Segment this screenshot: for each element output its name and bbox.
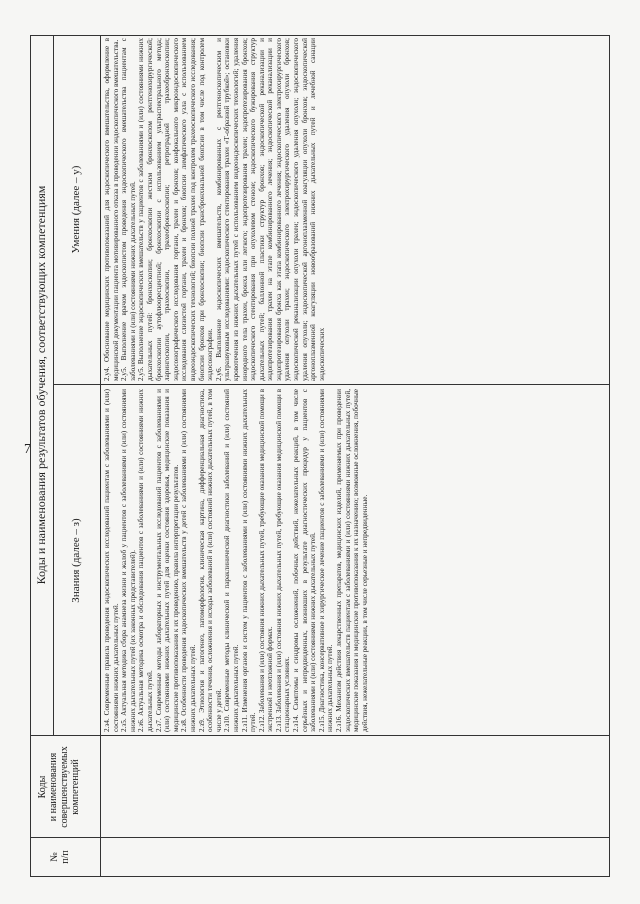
knowledge-item: 2.з7. Современные методы лабораторных и инструментальных исследований пациентов с заболеваниями и (или) состояниями нижних дыхательных путей для оценки состояния здоровья, медицинские показания и медицинские противопоказания к их проведению, правила интерпретации результатов. <box>154 389 180 732</box>
knowledge-item: 2.з13. Заболевания и (или) состояния нижних дыхательных путей, требующие оказания медицинской помощи в стационарных условиях. <box>274 389 292 732</box>
knowledge-item: 2.з16. Механизм действия лекарственных препаратов, медицинских изделий, применяемых при проведении эндоскопических вмешательств пациентам с заболеваниями и (или) состояниями нижних дыхательных путей, медицинские показания и медицинские противопоказания к их назначению; возможные осложнения, побочные действия, нежелательные реакции, в том числе серьезные и непредвиденные. <box>335 389 369 732</box>
knowledge-item: 2.з6. Актуальная методика осмотра и обследования пациентов с заболеваниями и (или) состояниями нижних дыхательных путей. <box>137 389 154 732</box>
table-divider <box>53 384 609 385</box>
header-results: Коды и наименования результатов обучения, соответствующих компетенциям <box>34 185 48 585</box>
knowledge-item: 2.з14. Симптомы и синдромы осложнений, побочных действий, нежелательных реакций, в том числе серьёзных и непредвиденных, возникших в результате диагностических процедур у пациентов с заболеваниями и (или) состояниями нижних дыхательных путей. <box>292 389 318 732</box>
knowledge-item: 2.з5. Актуальная методика сбора анамнеза жизни и жалоб у пациентов с заболеваниями и (или) состояниями нижних дыхательных путей (их законных представителей). <box>120 389 137 732</box>
knowledge-item: 2.з15. Диагностика, консервативное и хирургическое лечение пациентов с заболеваниями и (или) состояниями нижних дыхательных путей. <box>317 389 335 732</box>
skill-item: 2.у6. Выполнение эндоскопических вмешательств, комбинированных с рентгеноскопическим и ультразвуковым исследованиями: эндоскопического стентирования трахеи «Т-образной трубкой»; остановки кровотечения из нижних дыхательных путей с использованием видеоэндоскопических технологий; удаления инородного тела трахеи, бронха или легкого; эндопротезирования трахеи; эндопротезирования бронхов; эндоскопического стентирования при опухолевом стенозе; эндоскопического бужирования структур дыхательных путей; баллонной пластики структур бронхов; эндоскопической реканализации и эндопротезирования трахеи на этапе комбинированного лечения; эндоскопической реканализации и эндопротезирования бронха как этапа комбинированного лечения; эндоскопического электрохирургического удаления опухоли трахеи; эндоскопического электрохирургического удаления опухоли бронхов; эндоскопической реканализации опухоли трахеи; эндоскопического удаления опухоли; эндоскопического удаления опухоли; эндоскопической аргоноплазменной коагуляции опухоли бронхов; эндоскопической аргоноплазменной коагуляции новообразований нижних дыхательных путей и лечебной санации эндоскопических <box>214 38 326 381</box>
table-divider <box>53 36 54 736</box>
competency-table <box>30 35 610 877</box>
rotated-page <box>30 35 610 877</box>
knowledge-item: 2.з12. Заболевания и (или) состояния нижних дыхательных путей, требующие оказания медицинской помощи в экстренной и неотложной формах. <box>257 389 275 732</box>
skill-item: 2.у4. Обоснование медицинских противопоказаний для эндоскопического вмешательства, оформление в медицинской документации пациента мотивированного отказа в проведении эндоскопического вмешательства. <box>103 38 120 381</box>
page-number: 7 <box>24 442 31 457</box>
table-divider <box>31 837 609 838</box>
knowledge-item: 2.з8. Особенности проведения эндоскопических вмешательств у детей с заболеваниями и (или) состояниями нижних дыхательных путей. <box>180 389 197 732</box>
knowledge-column <box>103 389 608 732</box>
header-skills: Умения (далее – у) <box>70 165 82 254</box>
header-codes: Коды и наименования совершенствуемых компетенций <box>37 746 81 828</box>
skill-item: 2.у5. Выполнение врачом эндоскопистом проведения эндоскопического вмешательства пациентам с заболеваниями и (или) состояниями нижних дыхательных путей. <box>120 38 137 381</box>
table-divider <box>100 36 101 876</box>
knowledge-item: 2.з11. Изменения органов и систем у пациентов с заболеваниями и (или) состояниями нижних дыхательных путей. <box>240 389 258 732</box>
knowledge-item: 2.з4. Современные правила проведения эндоскопических исследований пациентам с заболеваниями и (или) состояниями нижних дыхательных путей. <box>103 389 120 732</box>
header-knowledge: Знания (далее – з) <box>70 518 82 603</box>
header-num: № п/п <box>49 850 71 864</box>
skills-column <box>103 38 608 381</box>
skill-item: 2.у5. Выполнение эндоскопических вмешательств у пациентов с заболеваниями и (или) состояниями нижних дыхательных путей: бронхоскопии; бронхоскопии жестким бронхоскопом рентгенохирургической; бронхоскопии аутофлюоресцентной; бронхоскопии с использованием ультраспектрального метода; ларингоскопии, трахеоскопии, трахеобронхоскопии; ретроградной трахеобронхоскопии; эндосонографического исследования гортани, трахеи и бронхов; конфокального микроэндоскопического исследования слизистой гортани, трахеи и бронхов; биопсии лимфатического узла с использованием видеоэндоскопических технологий; биопсии полной трахеи под контролем трахеоскопического исследования; биопсии бронхов при бронхоскопии; биопсии трансбронхиальной биопсии в том числе под контролем эндосонографии. <box>137 38 215 381</box>
knowledge-item: 2.з10. Современные методы клинической и параклинической диагностики заболеваний и (или) состояний нижних дыхательных путей. <box>223 389 240 732</box>
knowledge-item: 2.з9. Этиология и патогенез, патоморфология, клиническая картина, дифференциальная диагностика, особенности течения, осложнения и исходы заболеваний и (или) состояний нижних дыхательных путей, в том числе у детей. <box>197 389 223 732</box>
table-divider <box>31 735 609 736</box>
